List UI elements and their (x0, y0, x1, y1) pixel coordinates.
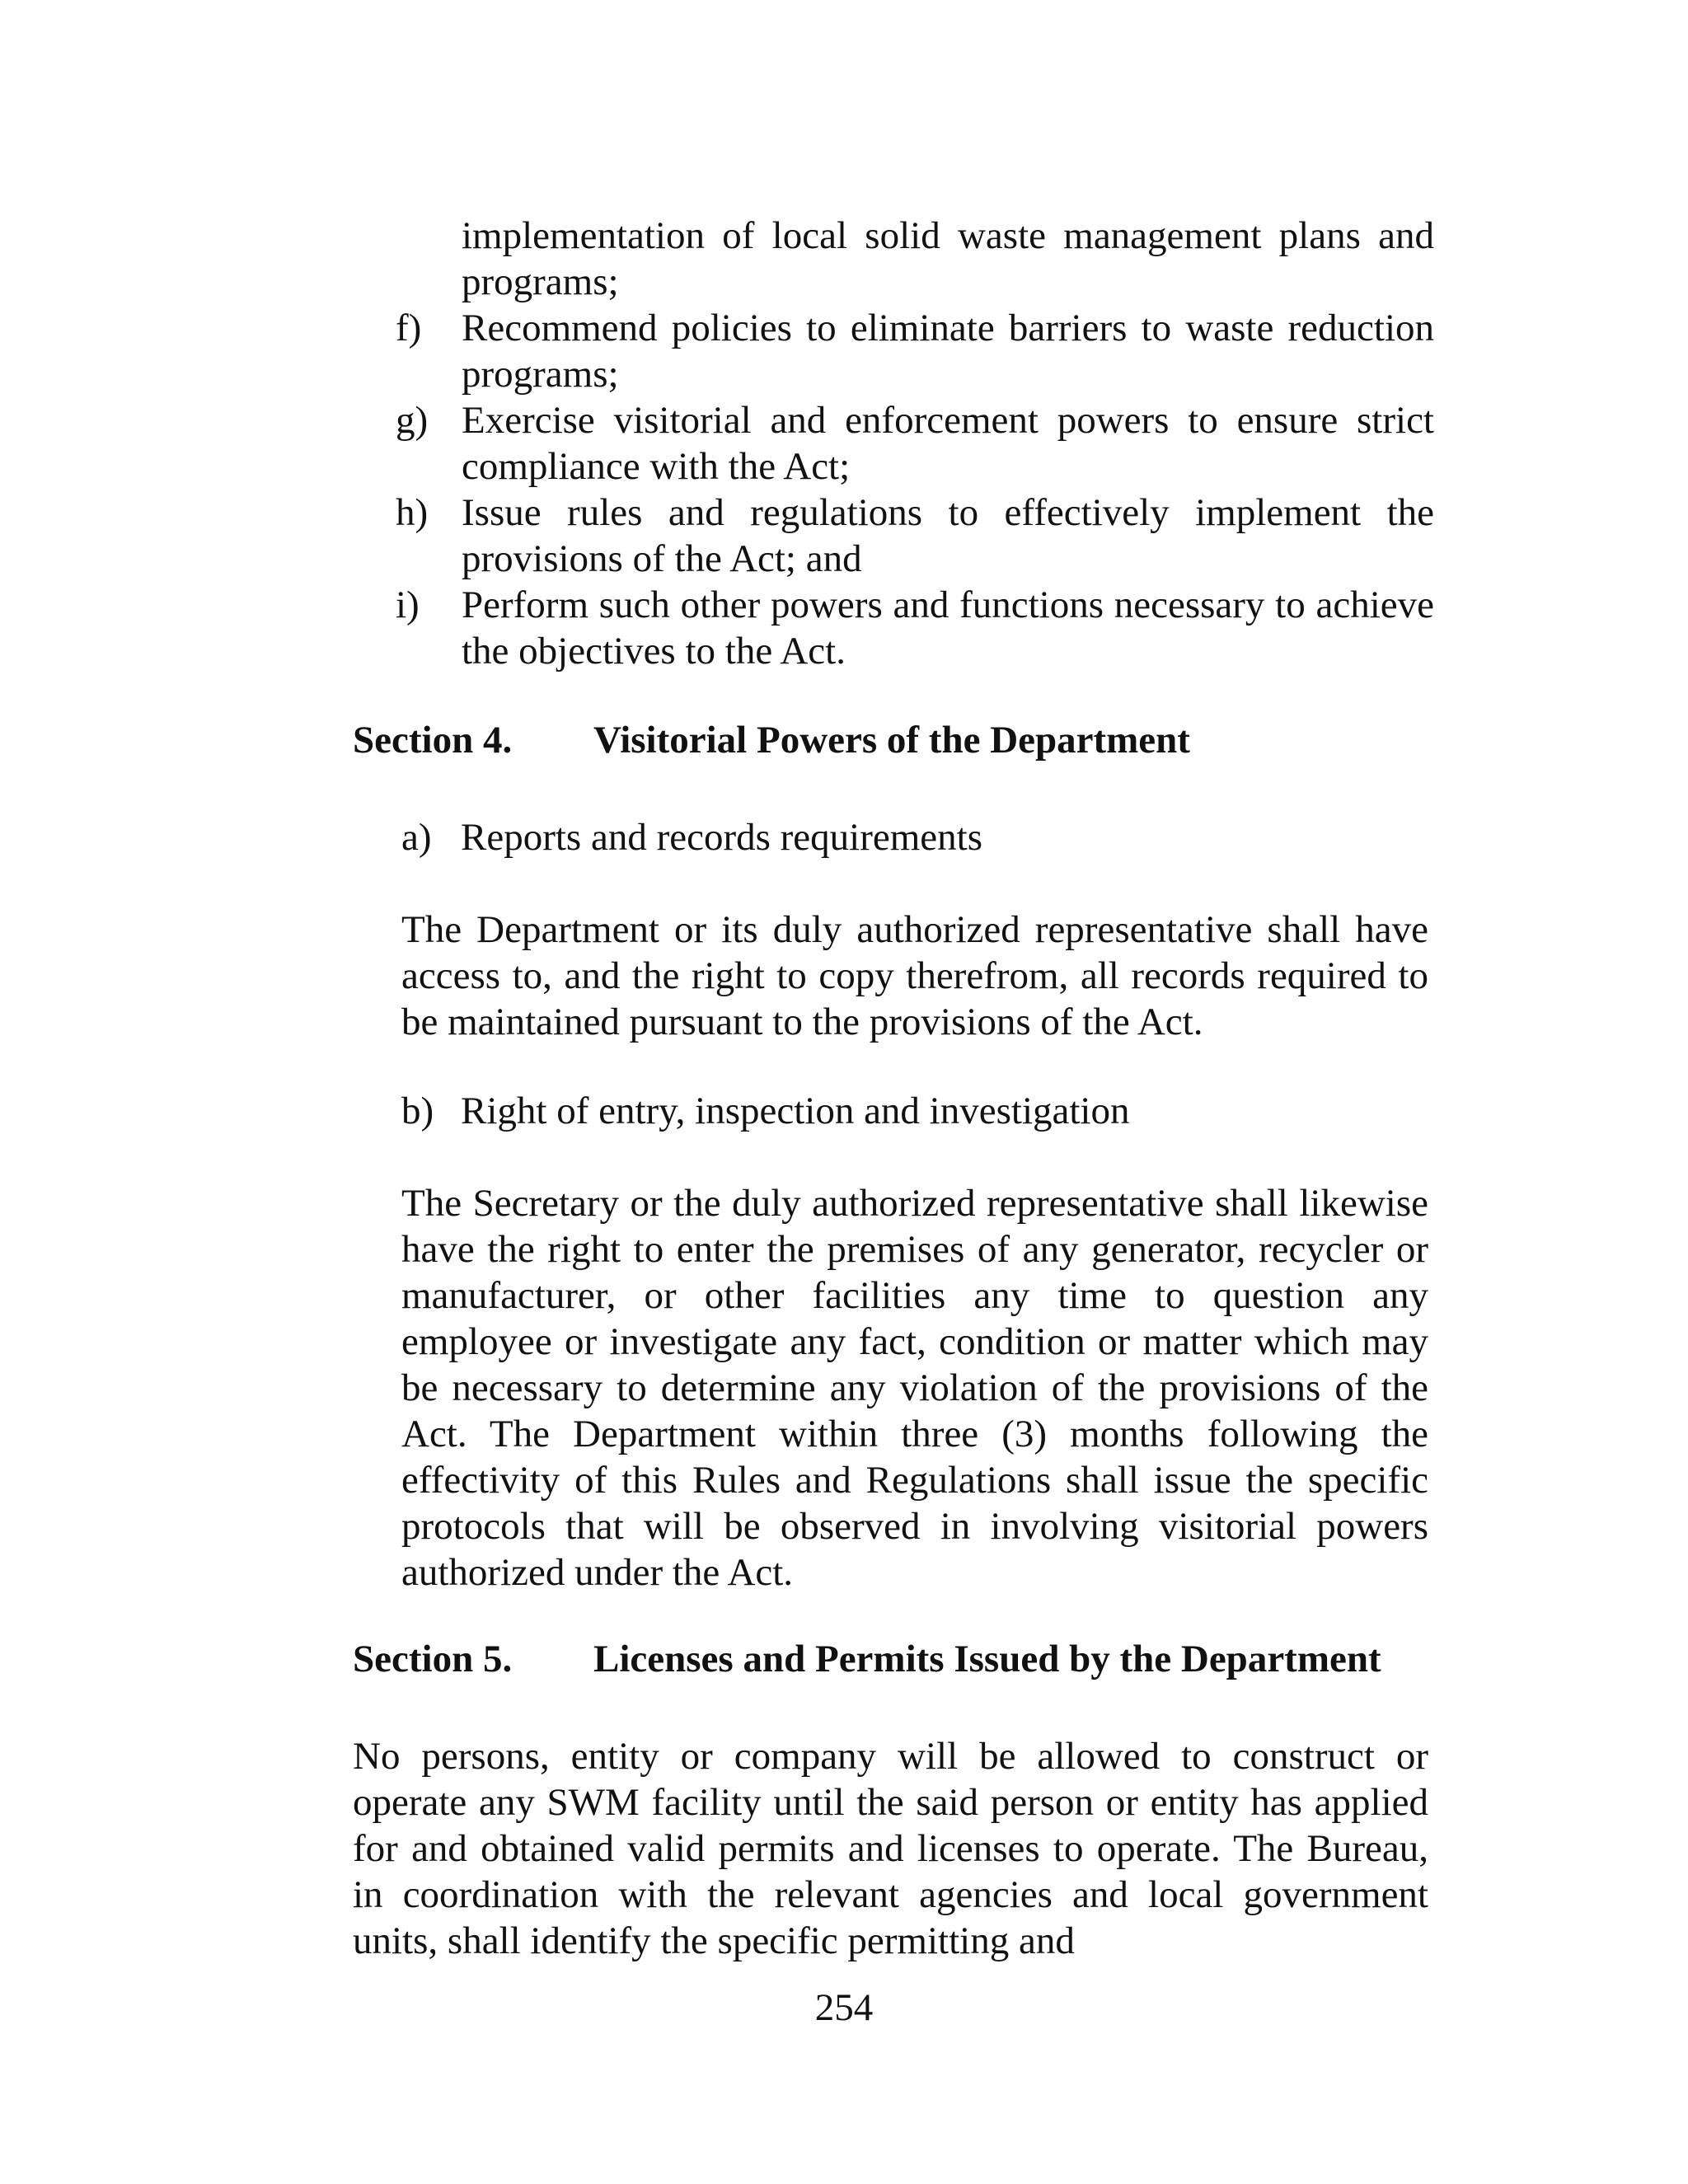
subsection-title: Reports and records requirements (461, 816, 982, 859)
subsection-b (401, 1088, 1129, 1134)
list-item (396, 490, 1434, 582)
powers-list (396, 213, 1434, 674)
list-item-label: f) (396, 307, 422, 349)
list-item-text: Issue rules and regulations to effectively implement the provisions of the Act; and (462, 491, 1434, 580)
subsection-label: a) (401, 816, 432, 859)
list-item-label: i) (396, 583, 420, 626)
list-continuation: implementation of local solid waste management plans and programs; (462, 214, 1434, 303)
subsection-a (401, 814, 982, 860)
list-item (396, 305, 1434, 397)
list-item-text: Recommend policies to eliminate barriers to waste reduction programs; (462, 307, 1434, 396)
list-item-text: Exercise visitorial and enforcement powers to ensure strict compliance with the Act; (462, 399, 1434, 488)
list-item (396, 397, 1434, 490)
subsection-title: Right of entry, inspection and investigation (461, 1090, 1130, 1132)
licenses-paragraph: No persons, entity or company will be allowed to construct or operate any SWM facility until the said person or entity has applied for and obtained valid permits and licenses to operate. The Bureau, in coordination with the relevant agencies and local government units, shall identify the specific permitting and (353, 1735, 1428, 1962)
entry-paragraph: The Secretary or the duly authorized representative shall likewise have the right to enter the premises of any generator, recycler or manufacturer, or other facilities any time to question any employee or investigate any fact, condition or matter which may be necessary to determine any violation of the provisions of the Act. The Department within three (3) months following the effectivity of this Rules and Regulations shall issue the specific protocols that will be observed in involving visitorial powers authorized under the Act. (401, 1182, 1428, 1594)
records-paragraph: The Department or its duly authorized representative shall have access to, and the right to copy therefrom, all records required to be maintained pursuant to the provisions of the Act. (401, 908, 1428, 1043)
section-number: Section 4. (353, 719, 513, 762)
section-4-heading (353, 717, 1190, 763)
list-item-text: Perform such other powers and functions necessary to achieve the objectives to the Act. (462, 583, 1434, 673)
list-item (396, 582, 1434, 674)
list-item-label: h) (396, 491, 429, 534)
subsection-label: b) (401, 1090, 434, 1132)
section-number: Section 5. (353, 1638, 513, 1680)
section-title: Licenses and Permits Issued by the Department (593, 1638, 1381, 1680)
section-5-heading (353, 1636, 1381, 1682)
page-number: 254 (814, 1986, 874, 2029)
list-item-label: g) (396, 399, 429, 442)
section-title: Visitorial Powers of the Department (593, 719, 1190, 762)
